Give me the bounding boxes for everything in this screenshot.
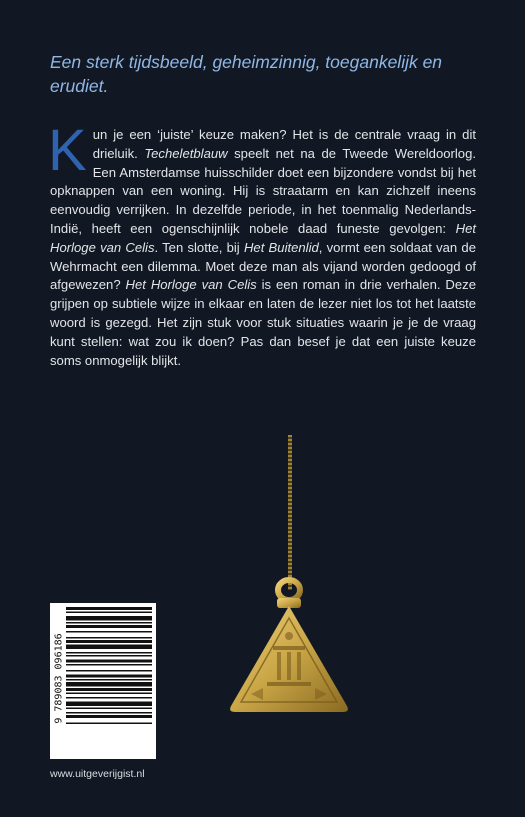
- barcode-bar: [66, 702, 152, 707]
- barcode-bar: [66, 679, 152, 681]
- isbn-digits: 9 789083 096186: [53, 633, 65, 724]
- barcode-bar: [66, 640, 152, 643]
- barcode-bar: [66, 697, 152, 699]
- barcode-bar: [66, 612, 152, 614]
- barcode-bar: [66, 637, 152, 639]
- back-cover-blurb: [48, 118, 476, 370]
- barcode-bar: [66, 708, 152, 710]
- blurb-text: . Ten slotte, bij: [154, 239, 244, 255]
- barcode-bar: [66, 616, 152, 621]
- title-horloge-van-celis: Het Horloge van Celis: [50, 220, 476, 255]
- blurb-text: speelt net na de Tweede Wereldoorlog. Een Amsterdamse huisschilder doet een bijzondere vondst bij het opknappen van een woning. Hij is straatarm en kan zichzelf ineens eenvoudig verrijken. In dezelfde periode, in het toenmalig Nederlands-Indië, heeft een ogenschijnlijk nobele daad funeste gevolgen:: [50, 145, 476, 236]
- barcode-bar: [66, 712, 152, 714]
- barcode-bars: [66, 607, 152, 755]
- barcode-bar: [66, 607, 152, 610]
- barcode: [50, 603, 156, 759]
- barcode-bar: [66, 682, 152, 687]
- drop-cap: K: [48, 118, 87, 183]
- barcode-bar: [66, 688, 152, 691]
- barcode-bar: [66, 723, 152, 725]
- barcode-bar: [66, 660, 152, 663]
- pendant-icon: [229, 560, 354, 720]
- barcode-bar: [66, 675, 152, 678]
- barcode-bar: [66, 625, 152, 628]
- barcode-bar: [66, 652, 152, 654]
- tagline: Een sterk tijdsbeeld, geheimzinnig, toegankelijk en erudiet.: [50, 52, 443, 96]
- barcode-bar: [66, 655, 152, 657]
- publisher-website: www.uitgeverijgist.nl: [50, 768, 145, 780]
- barcode-bar: [66, 631, 152, 633]
- barcode-bar: [66, 693, 152, 695]
- barcode-bar: [66, 645, 152, 650]
- title-horloge-van-celis: Het Horloge van Celis: [125, 277, 257, 293]
- blurb-text: , vormt een soldaat van de Wehrmacht een dilemma. Moet deze man als vijand worden gedoogd of afgewezen?: [50, 239, 476, 293]
- barcode-bar: [66, 622, 152, 624]
- barcode-bar: [66, 670, 152, 672]
- title-techeletblauw: Techeletblauw: [144, 145, 228, 161]
- barcode-bar: [66, 664, 152, 666]
- blurb-text: un je een ‘juiste’ keuze maken? Het is de centrale vraag in dit drieluik.: [92, 127, 476, 161]
- title-het-buitenlid: Het Buitenlid: [243, 239, 319, 255]
- barcode-bar: [66, 715, 152, 718]
- blurb-text: is een roman in drie verhalen. Deze grijpen op subtiele wijze in elkaar en laten de lezer niet los tot het laatste woord is gezegd. Het zijn stuk voor stuk situaties waarin je je de vraag kunt stellen: wat zou ik doen? Pas dan besef je dat een juiste keuze soms onmogelijk blijkt.: [50, 277, 476, 368]
